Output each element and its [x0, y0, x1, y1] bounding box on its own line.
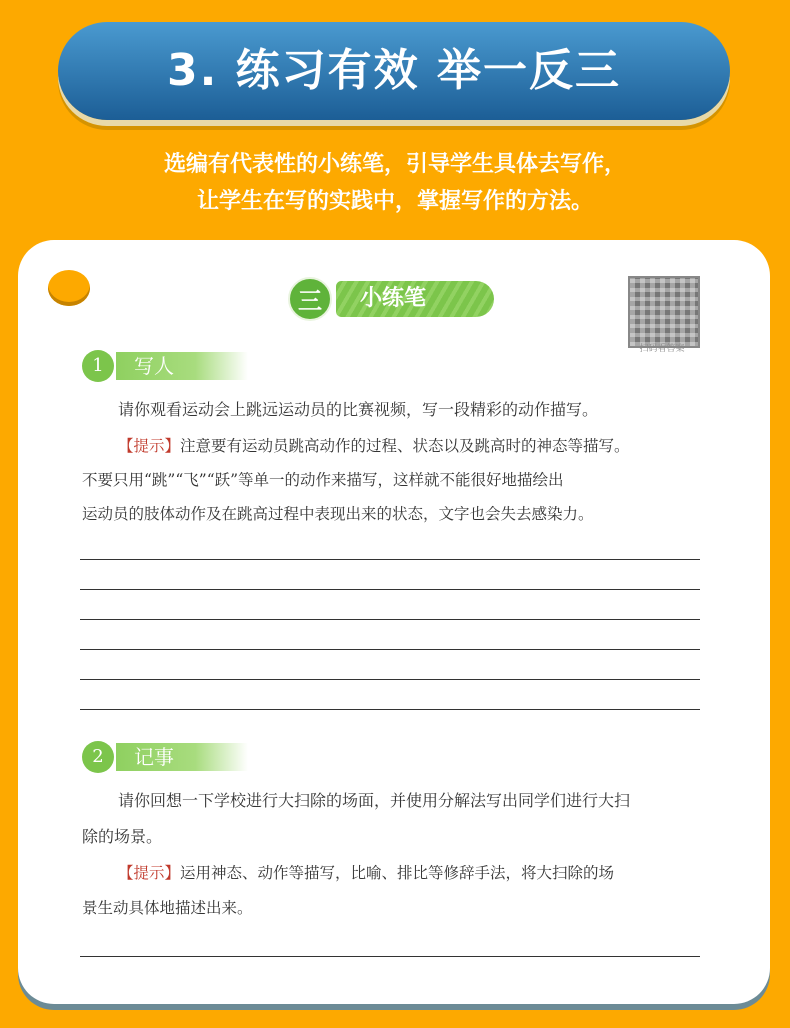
section-1-hint-cont-2: 运动员的肢体动作及在跳高过程中表现出来的状态，文字也会失去感染力。: [82, 505, 594, 523]
section-1-number: 1: [82, 350, 114, 382]
writing-line[interactable]: [80, 649, 700, 650]
writing-line[interactable]: [80, 956, 700, 957]
section-2-prompt-1: 请你回想一下学校进行大扫除的场面，并使用分解法写出同学们进行大扫: [118, 791, 631, 810]
qr-code-icon[interactable]: [628, 276, 700, 348]
card-title-label: 小练笔: [336, 281, 494, 317]
section-1-hint-label: 【提示】: [118, 437, 181, 455]
binder-hole: [48, 270, 90, 306]
section-2-number: 2: [82, 741, 114, 773]
section-1-label: 写人: [116, 352, 248, 380]
section-1-hint: [82, 428, 702, 464]
section-2-prompt-2: 除的场景。: [82, 827, 163, 846]
writing-line[interactable]: [80, 679, 700, 680]
writing-line[interactable]: [80, 619, 700, 620]
section-2-hint-label: 【提示】: [118, 864, 181, 882]
section-2-label: 记事: [116, 743, 248, 771]
section-1-prompt: 请你观看运动会上跳远运动员的比赛视频，写一段精彩的动作描写。: [118, 400, 599, 419]
section-2-hint-text: 运用神态、动作等描写，比喻、排比等修辞手法，将大扫除的场: [180, 864, 615, 882]
subtitle-line-2: 让学生在写的实践中，掌握写作的方法。: [196, 189, 593, 214]
card-title-number: 三: [288, 277, 332, 321]
writing-line[interactable]: [80, 589, 700, 590]
subtitle-line-1: 选编有代表性的小练笔，引导学生具体去写作，: [163, 152, 626, 177]
section-1-hint-cont-1: 不要只用“跳”“飞”“跃”等单一的动作来描写，这样就不能很好地描绘出: [82, 471, 564, 489]
writing-line[interactable]: [80, 559, 700, 560]
section-1-hint-text: 注意要有运动员跳高动作的过程、状态以及跳高时的神态等描写。: [180, 437, 630, 455]
section-2-hint: [82, 855, 702, 891]
writing-line[interactable]: [80, 709, 700, 710]
section-2-hint-cont: 景生动具体地描述出来。: [82, 899, 253, 917]
qr-caption: 扫码看答案: [639, 344, 685, 354]
banner-title: 3. 练习有效 举一反三: [58, 22, 730, 120]
